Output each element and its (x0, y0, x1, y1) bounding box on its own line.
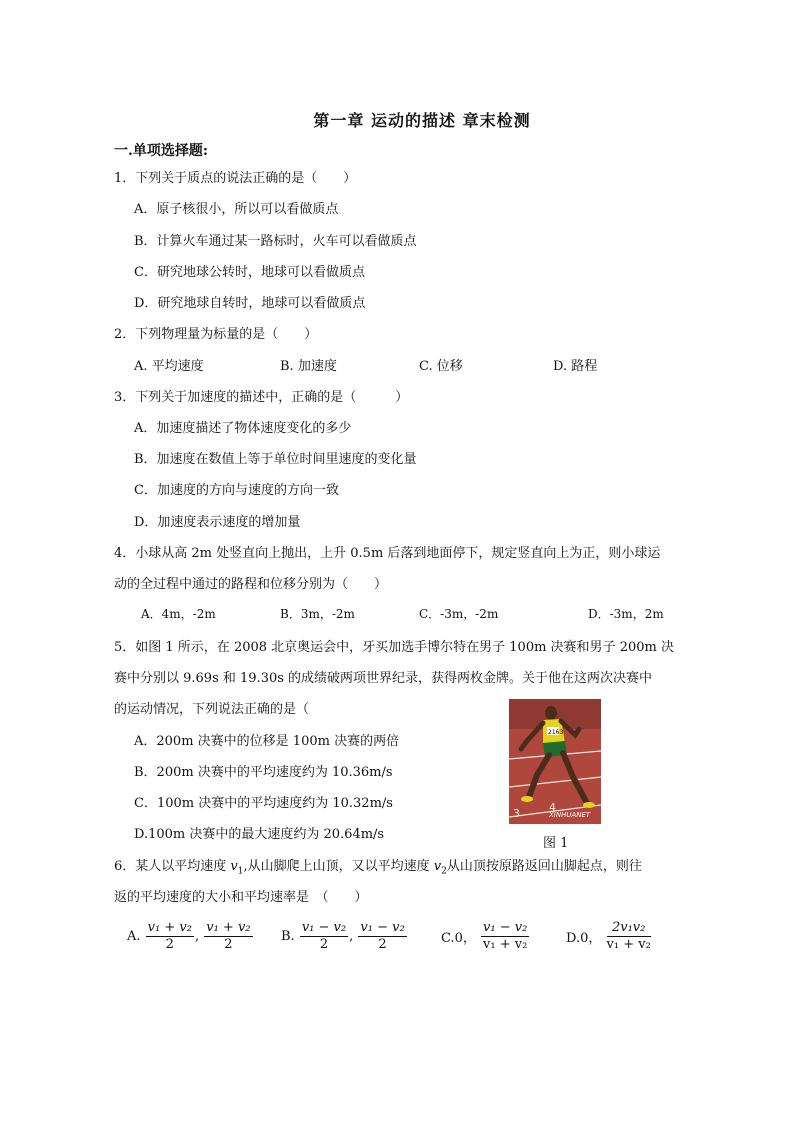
section-heading: 一.单项选择题: (114, 143, 209, 159)
question-4-option-a: A．4m，-2m (141, 607, 216, 621)
svg-text:4: 4 (549, 801, 556, 814)
fraction: $\frac{\text{2v₁v₂}}{\text{v₁ + v₂}}$ (606, 920, 651, 952)
question-2-option-b: B. 加速度 (280, 359, 337, 374)
question-2-stem: 2．下列物理量为标量的是（ ） (114, 327, 318, 342)
fraction: $\frac{\text{v₁ − v₂}}{\text{v₁ + v₂}}$ (483, 920, 528, 952)
question-1-stem: 1．下列关于质点的说法正确的是（ ） (114, 171, 357, 186)
question-6-option-d: D.0， $\frac{\text{2v₁v₂}}{\text{v₁ + v₂}}$ (566, 920, 651, 952)
question-6-option-c: C.0， $\frac{\text{v₁ − v₂}}{\text{v₁ + v₂}}$ (441, 920, 528, 952)
question-3-option-a: A．加速度描述了物体速度变化的多少 (134, 421, 352, 436)
question-3-option-c: C．加速度的方向与速度的方向一致 (134, 483, 339, 498)
svg-text:3: 3 (513, 807, 520, 820)
question-4-stem-line1: 4．小球从高 2m 处竖直向上抛出，上升 0.5m 后落到地面停下，规定竖直向上为正，则小球运 (114, 546, 661, 561)
question-2-option-d: D. 路程 (553, 359, 598, 374)
question-5-option-c: C．100m 决赛中的平均速度约为 10.32m/s (134, 796, 393, 811)
photo-watermark: XINHUANET (549, 811, 591, 819)
question-6-stem-line2: 返的平均速度的大小和平均速率是 （ ） (114, 890, 368, 905)
question-6-stem-line1: 6．某人以平均速度 $v_1$,从山脚爬上山顶，又以平均速度 $v_2$从山顶按原路返回山脚起点，则往 (114, 859, 642, 877)
question-5-option-a: A．200m 决赛中的位移是 100m 决赛的两倍 (134, 734, 400, 749)
question-2-option-a: A. 平均速度 (134, 359, 204, 374)
question-5-stem-line3: 的运动情况，下列说法正确的是（ (114, 702, 310, 717)
question-6-option-a: A. $\frac{\text{v₁ + v₂}}{2}$ , $\frac{\text{v₁ + v₂}}{2}$ (127, 920, 251, 952)
question-5-stem-line2: 赛中分别以 9.69s 和 19.30s 的成绩破两项世界纪录，获得两枚金牌。关于他在这两次决赛中 (114, 671, 653, 686)
sprinter-photo (509, 699, 601, 824)
document-title: 第一章 运动的描述 章末检测 (313, 111, 531, 130)
question-1-option-d: D．研究地球自转时，地球可以看做质点 (134, 296, 366, 311)
question-5-stem-line1: 5．如图 1 所示，在 2008 北京奥运会中，牙买加选手博尔特在男子 100m 决赛和男子 200m 决 (114, 640, 674, 655)
question-1-option-c: C．研究地球公转时，地球可以看做质点 (134, 265, 365, 280)
question-5-option-b: B．200m 决赛中的平均速度约为 10.36m/s (134, 765, 393, 780)
question-1-option-b: B．计算火车通过某一路标时，火车可以看做质点 (134, 234, 417, 249)
question-3-option-b: B．加速度在数值上等于单位时间里速度的变化量 (134, 452, 417, 467)
question-4-option-d: D．-3m，2m (588, 607, 664, 621)
bib-number: 2163 (548, 729, 564, 736)
question-3-option-d: D．加速度表示速度的增加量 (134, 515, 301, 530)
figure-caption: 图 1 (543, 836, 569, 851)
fraction: $\frac{\text{v₁ − v₂}}{2}$ (301, 920, 347, 952)
question-4-stem-line2: 动的全过程中通过的路程和位移分别为（ ） (114, 577, 388, 592)
question-6-option-b: B. $\frac{\text{v₁ − v₂}}{2}$ , $\frac{\text{v₁ − v₂}}{2}$ (281, 920, 405, 952)
fraction: $\frac{\text{v₁ + v₂}}{2}$ (147, 920, 192, 952)
question-2-option-c: C. 位移 (419, 359, 463, 374)
question-3-stem: 3．下列关于加速度的描述中，正确的是（ ） (114, 390, 409, 405)
fraction: $\frac{\text{v₁ + v₂}}{2}$ (206, 920, 251, 952)
question-5-option-d: D.100m 决赛中的最大速度约为 20.64m/s (134, 827, 385, 842)
question-4-option-c: C．-3m，-2m (419, 607, 499, 621)
question-1-option-a: A．原子核很小，所以可以看做质点 (134, 202, 339, 217)
fraction: $\frac{\text{v₁ − v₂}}{2}$ (360, 920, 405, 952)
question-4-option-b: B．3m，-2m (280, 607, 355, 621)
